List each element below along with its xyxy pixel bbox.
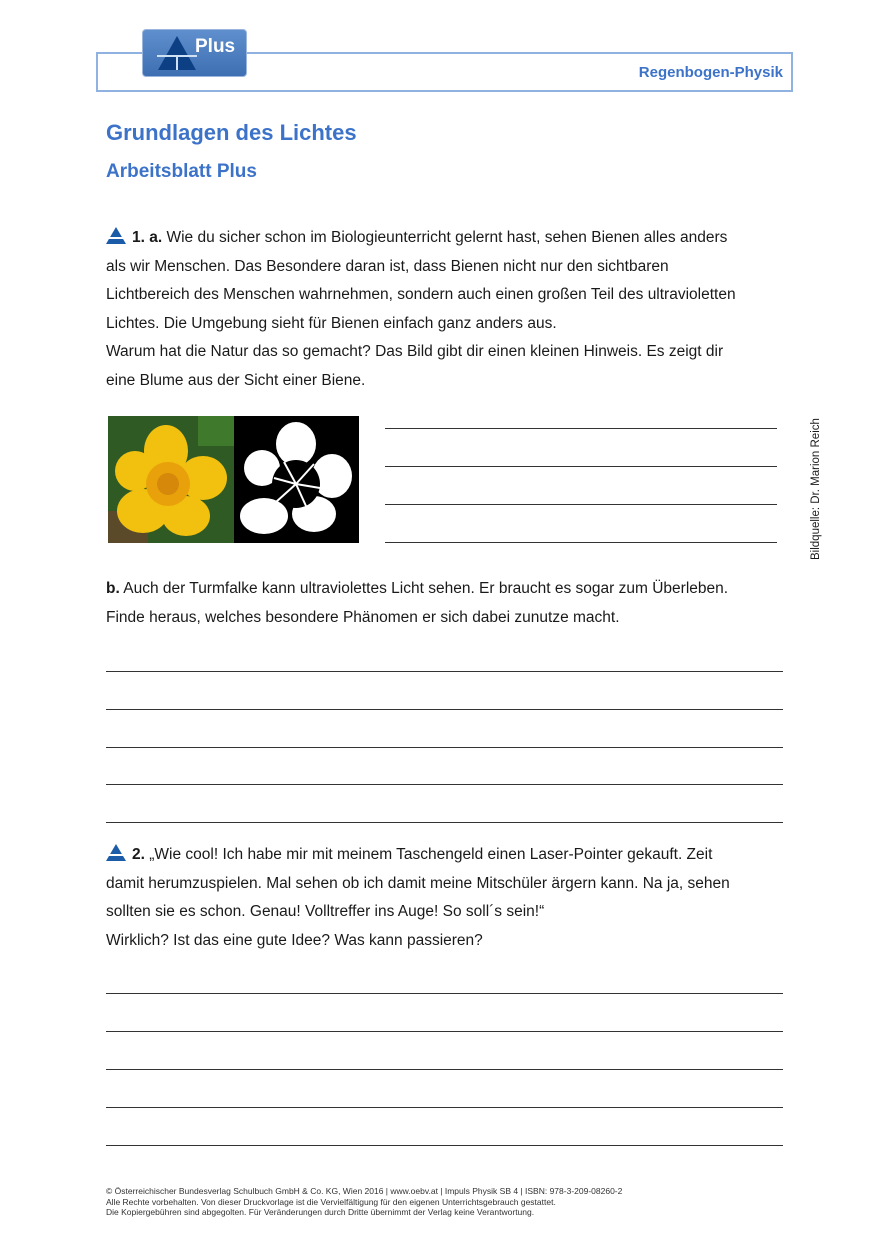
- brand-name: Regenbogen-Physik: [638, 64, 783, 81]
- answer-line[interactable]: [385, 428, 777, 429]
- task-1a-line: 1. a. Wie du sicher schon im Biologieunterricht gelernt hast, sehen Bienen alles anders: [106, 224, 796, 253]
- answer-line[interactable]: [106, 784, 783, 785]
- task-1b-line: b. Auch der Turmfalke kann ultraviolettes Licht sehen. Er braucht es sogar zum Überleben.: [106, 580, 729, 597]
- answer-line[interactable]: [106, 1107, 783, 1108]
- task-1a-line: Warum hat die Natur das so gemacht? Das Bild gibt dir einen kleinen Hinweis. Es zeigt dir: [106, 343, 724, 361]
- answer-line[interactable]: [385, 542, 777, 543]
- task-2: [106, 841, 796, 955]
- plus-logo: [142, 29, 247, 77]
- plus-triangle-icon: [106, 227, 126, 244]
- task-1b-line: Finde heraus, welches besondere Phänomen er sich dabei zunutze macht.: [106, 608, 620, 626]
- task-1a-line: Lichtes. Die Umgebung sieht für Bienen einfach ganz anders aus.: [106, 314, 557, 332]
- answer-line[interactable]: [106, 1069, 783, 1070]
- answer-line[interactable]: [106, 1031, 783, 1032]
- answer-line[interactable]: [106, 709, 783, 710]
- task-2-line: damit herumzuspielen. Mal sehen ob ich damit meine Mitschüler ärgern kann. Na ja, sehen: [106, 874, 730, 892]
- page-title: Grundlagen des Lichtes: [106, 120, 357, 145]
- image-credit: Bildquelle: Dr. Marion Reich: [810, 418, 822, 560]
- task-1a-line: als wir Menschen. Das Besondere daran ist, dass Bienen nicht nur den sichtbaren: [106, 257, 669, 275]
- task-1b: [106, 575, 796, 632]
- task-1a: [106, 224, 796, 396]
- task-1b-number: b.: [106, 580, 120, 597]
- task-1a-line: Lichtbereich des Menschen wahrnehmen, sondern auch einen großen Teil des ultravioletten: [106, 286, 736, 304]
- answer-line[interactable]: [106, 671, 783, 672]
- plus-badge-label: Plus: [195, 36, 236, 57]
- task-2-number: 2.: [132, 846, 145, 863]
- answer-line[interactable]: [385, 466, 777, 467]
- task-2-line: Wirklich? Ist das eine gute Idee? Was kann passieren?: [106, 931, 483, 949]
- task-1a-line: eine Blume aus der Sicht einer Biene.: [106, 371, 366, 389]
- footer-copyright: © Österreichischer Bundesverlag Schulbuch GmbH & Co. KG, Wien 2016 | www.oebv.at | Impuls Physik SB 4 | ISBN: 978-3-209-08260-2 Alle Rechte vorbehalten. Von dieser Druckvorlage ist die Vervielfältigung für den eigenen Unterrichtsgebrauch gestattet. Die Kopiergebühren sind abgegolten. Für Veränderungen durch Dritte übernimmt der Verlag keine Verantwortung.: [106, 1186, 623, 1217]
- answer-line[interactable]: [385, 504, 777, 505]
- page-subtitle: Arbeitsblatt Plus: [106, 161, 257, 182]
- answer-line[interactable]: [106, 993, 783, 994]
- task-2-line: 2. „Wie cool! Ich habe mir mit meinem Taschengeld einen Laser-Pointer gekauft. Zeit: [106, 841, 796, 870]
- flower-photo-human-view: [108, 416, 234, 543]
- answer-line[interactable]: [106, 822, 783, 823]
- plus-triangle-icon: [106, 844, 126, 861]
- answer-line[interactable]: [106, 747, 783, 748]
- answer-line[interactable]: [106, 1145, 783, 1146]
- task-1a-number: 1. a.: [132, 229, 163, 246]
- task-2-line: sollten sie es schon. Genau! Volltreffer ins Auge! So soll´s sein!“: [106, 903, 545, 921]
- flower-photo-bee-view: [234, 416, 359, 543]
